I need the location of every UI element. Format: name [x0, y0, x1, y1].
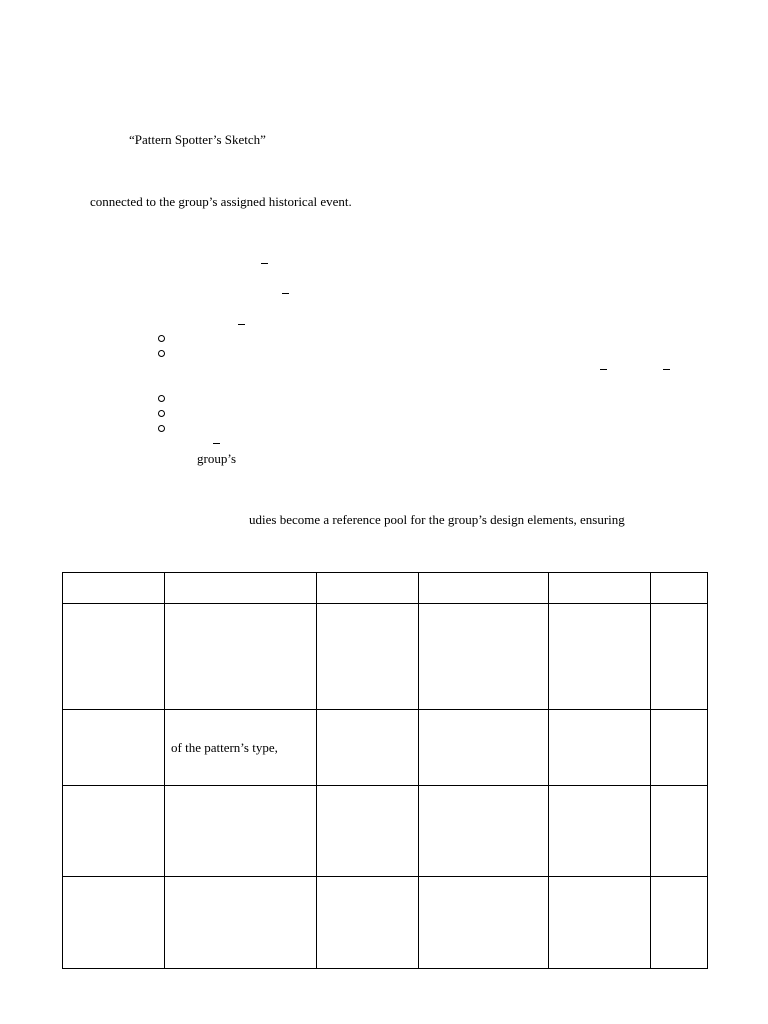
table-cell	[165, 877, 317, 969]
table-cell	[165, 573, 317, 604]
design-table	[62, 572, 708, 969]
table-cell	[419, 604, 549, 710]
dash-mark	[663, 369, 670, 370]
dash-mark	[238, 324, 245, 325]
table-cell	[165, 604, 317, 710]
table-cell	[549, 877, 651, 969]
table-cell	[549, 604, 651, 710]
bullet-circle-icon	[158, 350, 165, 357]
table-cell	[63, 604, 165, 710]
table-header-row	[63, 573, 708, 604]
table-cell	[165, 786, 317, 877]
table-cell	[419, 877, 549, 969]
table-cell	[549, 786, 651, 877]
bullet-circle-icon	[158, 425, 165, 432]
dash-mark	[282, 293, 289, 294]
dash-mark	[261, 263, 268, 264]
table-cell	[419, 573, 549, 604]
table-cell	[419, 710, 549, 786]
table-cell	[549, 710, 651, 786]
bullet-circle-icon	[158, 410, 165, 417]
table-row	[63, 877, 708, 969]
body-line-studies: udies become a reference pool for the group’s design elements, ensuring	[249, 512, 625, 527]
table-row	[63, 604, 708, 710]
bullet-circle-icon	[158, 335, 165, 342]
table-cell	[317, 573, 419, 604]
table-cell	[651, 877, 708, 969]
body-word-groups: group’s	[197, 451, 236, 466]
table-cell	[63, 573, 165, 604]
dash-mark	[213, 443, 220, 444]
bullet-circle-icon	[158, 395, 165, 402]
table-cell	[317, 786, 419, 877]
table-row	[63, 786, 708, 877]
table-cell	[63, 877, 165, 969]
table-cell	[317, 877, 419, 969]
table-cell	[651, 710, 708, 786]
title-quote: “Pattern Spotter’s Sketch”	[129, 132, 266, 147]
table-cell-pattern-type: of the pattern’s type,	[165, 710, 317, 786]
table-cell	[63, 786, 165, 877]
table-cell	[63, 710, 165, 786]
table-cell	[317, 604, 419, 710]
table-cell	[317, 710, 419, 786]
table-cell	[549, 573, 651, 604]
table-cell	[419, 786, 549, 877]
table-row	[63, 710, 708, 786]
table-cell	[651, 786, 708, 877]
body-line-connected: connected to the group’s assigned historical event.	[90, 194, 352, 209]
dash-mark	[600, 369, 607, 370]
table-cell	[651, 573, 708, 604]
table-cell	[651, 604, 708, 710]
